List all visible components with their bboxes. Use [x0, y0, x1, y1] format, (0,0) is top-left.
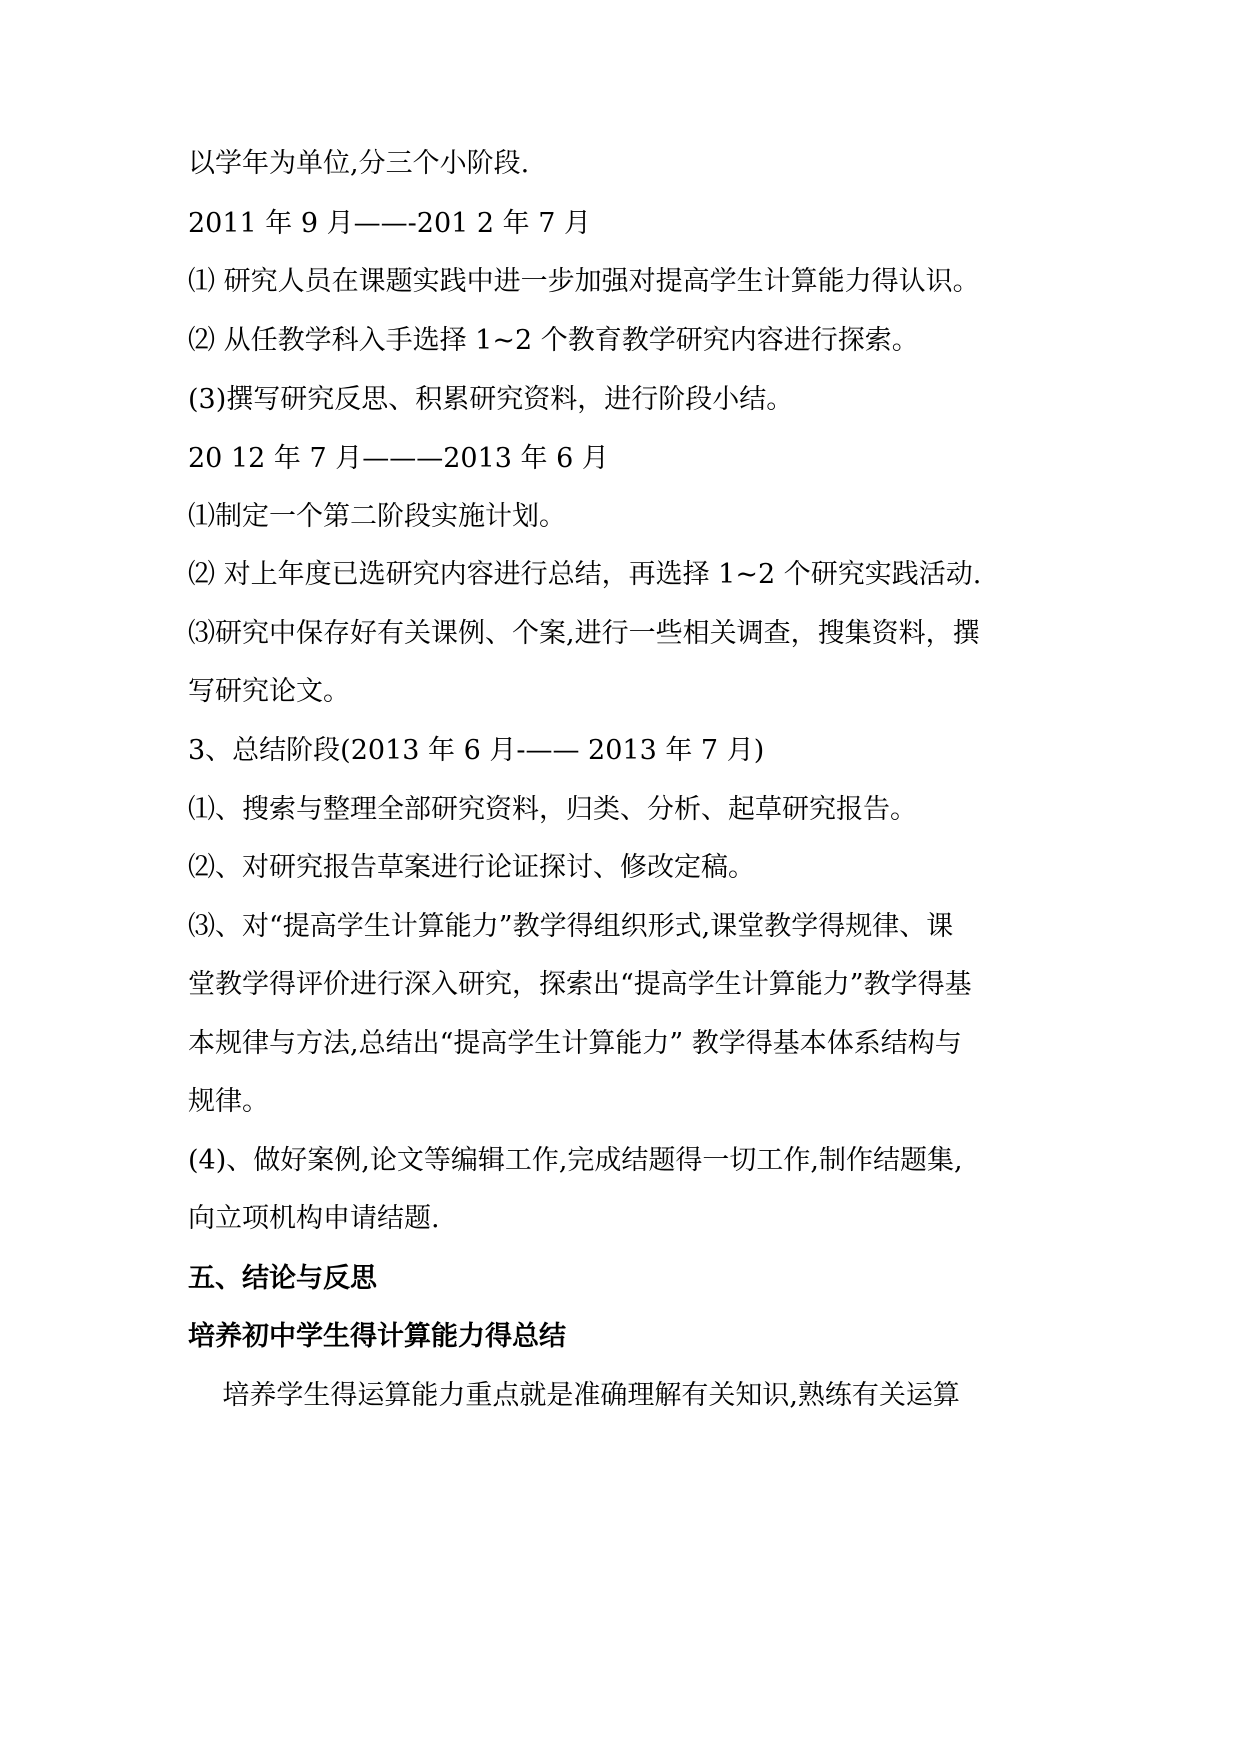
text-line: 本规律与方法,总结出“提高学生计算能力” 教学得基本体系结构与	[188, 1028, 962, 1059]
text-line: 向立项机构申请结题.	[188, 1203, 440, 1234]
list-item: ⑶、对“提高学生计算能力”教学得组织形式,课堂教学得规律、课	[188, 911, 954, 942]
text-line: 写研究论文。	[188, 676, 350, 707]
list-item: ⑶研究中保存好有关课例、个案,进行一些相关调查，搜集资料，撰	[188, 618, 980, 649]
list-item: ⑵、对研究报告草案进行论证探讨、修改定稿。	[188, 852, 755, 883]
date-range-line: 2011 年 9 月——-201 2 年 7 月	[188, 208, 591, 239]
stage-heading: 3、总结阶段(2013 年 6 月-—— 2013 年 7 月)	[188, 735, 765, 766]
list-item: (4)、做好案例,论文等编辑工作,完成结题得一切工作,制作结题集,	[188, 1145, 963, 1176]
list-item: ⑵ 对上年度已选研究内容进行总结，再选择 1~2 个研究实践活动.	[188, 559, 982, 590]
text-line: 以学年为单位,分三个小阶段.	[188, 148, 530, 179]
section-heading: 五、结论与反思	[188, 1263, 377, 1294]
list-item: (3)撰写研究反思、积累研究资料，进行阶段小结。	[188, 384, 794, 415]
list-item: ⑴制定一个第二阶段实施计划。	[188, 501, 566, 532]
text-line: 堂教学得评价进行深入研究，探索出“提高学生计算能力”教学得基	[188, 969, 972, 1000]
subsection-heading: 培养初中学生得计算能力得总结	[188, 1321, 566, 1352]
list-item: ⑴ 研究人员在课题实践中进一步加强对提高学生计算能力得认识。	[188, 266, 980, 297]
list-item: ⑴、搜索与整理全部研究资料，归类、分析、起草研究报告。	[188, 794, 917, 825]
paragraph-text: 培养学生得运算能力重点就是准确理解有关知识,熟练有关运算	[188, 1380, 960, 1411]
list-item: ⑵ 从任教学科入手选择 1~2 个教育教学研究内容进行探索。	[188, 325, 919, 356]
text-line: 规律。	[188, 1086, 269, 1117]
date-range-line: 20 12 年 7 月———2013 年 6 月	[188, 443, 609, 474]
